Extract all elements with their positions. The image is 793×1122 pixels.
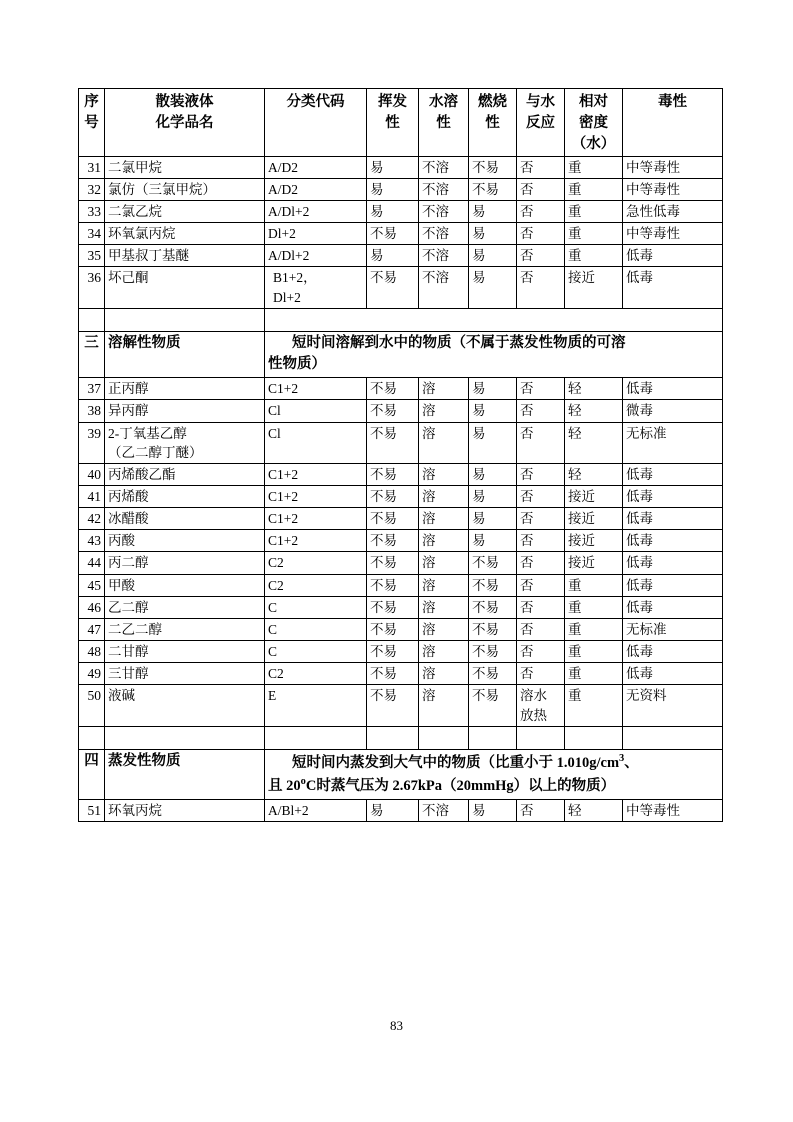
cell-chemical-name: 环氧氯丙烷 [105,223,265,245]
cell-classification-code: A/Dl+2 [265,200,367,222]
cell-classification-code: C1+2 [265,508,367,530]
spacer-cell [105,726,265,749]
table-row [79,245,723,267]
cell-water-reaction: 否 [517,574,565,596]
cell-toxicity: 微毒 [623,400,723,422]
cell-classification-code: C2 [265,574,367,596]
cell-water-solubility: 溶 [419,641,469,663]
cell-serial-number: 47 [79,618,105,640]
cell-volatility: 不易 [367,422,419,463]
cell-serial-number: 38 [79,400,105,422]
section-description-line-1a: 短时间内蒸发到大气中的物质（比重小于 1.010g/cm [292,754,620,771]
bulk-liquid-chemicals-table [78,88,723,822]
cell-toxicity: 低毒 [623,267,723,308]
section-description-line-2b: C时蒸气压为 2.67kPa（20mmHg）以上的物质） [305,778,616,795]
section-description [265,749,723,799]
section-description-line-2: 性物质） [268,356,326,373]
cell-water-reaction: 否 [517,486,565,508]
section-description-line-2 [268,774,719,798]
cell-classification-code: A/Bl+2 [265,799,367,821]
cell-flammability: 易 [469,200,517,222]
cell-relative-density: 轻 [565,400,623,422]
page-number: 83 [390,1018,403,1033]
cell-chemical-name: 丙烯酸 [105,486,265,508]
spacer-cell [79,308,105,331]
table-row [79,508,723,530]
table-row [79,663,723,685]
cell-serial-number: 50 [79,685,105,726]
cell-serial-number: 43 [79,530,105,552]
cell-volatility: 易 [367,245,419,267]
cell-water-solubility: 溶 [419,596,469,618]
section-roman-numeral: 三 [79,331,105,378]
cell-toxicity: 无标准 [623,422,723,463]
section-description-line-2a: 且 20 [268,778,301,795]
cell-chemical-name: 氯仿（三氯甲烷） [105,178,265,200]
cell-toxicity: 急性低毒 [623,200,723,222]
cell-water-reaction: 否 [517,641,565,663]
section-description [265,331,723,378]
cell-water-reaction: 否 [517,618,565,640]
cell-relative-density: 重 [565,685,623,726]
header-line: 性 [485,114,500,131]
cell-toxicity: 低毒 [623,463,723,485]
cell-relative-density: 重 [565,641,623,663]
cell-classification-code: C2 [265,663,367,685]
cell-water-reaction: 否 [517,596,565,618]
cell-flammability: 易 [469,799,517,821]
cell-water-reaction: 否 [517,530,565,552]
cell-chemical-name: 三甘醇 [105,663,265,685]
cell-chemical-name: 丙酸 [105,530,265,552]
header-line: 密度 [579,114,608,131]
cell-chemical-name: 丙二醇 [105,552,265,574]
header-line: 号 [84,114,99,131]
spacer-cell [419,726,469,749]
header-line: 相对 [579,94,608,110]
cell-serial-number: 32 [79,178,105,200]
cell-volatility: 不易 [367,463,419,485]
water-reaction-line-2: 放热 [520,707,547,723]
cell-classification-code: A/Dl+2 [265,245,367,267]
cell-water-reaction: 否 [517,400,565,422]
cell-water-solubility: 溶 [419,486,469,508]
section-label: 蒸发性物质 [105,749,265,799]
cell-relative-density: 轻 [565,422,623,463]
cell-classification-code: E [265,685,367,726]
table-row [79,223,723,245]
cell-flammability: 不易 [469,552,517,574]
table-row [79,486,723,508]
cell-water-solubility: 溶 [419,552,469,574]
table-row [79,400,723,422]
cell-chemical-name: 环氧丙烷 [105,799,265,821]
table-row [79,463,723,485]
table-row [79,156,723,178]
cell-toxicity: 低毒 [623,530,723,552]
section-label: 溶解性物质 [105,331,265,378]
cell-classification-code: C [265,641,367,663]
cell-flammability: 不易 [469,178,517,200]
cell-classification-code: C [265,596,367,618]
column-header-chemical-name [105,89,265,157]
superscript-degree: o [300,776,306,788]
header-line: 与水 [526,94,555,110]
cell-relative-density: 重 [565,178,623,200]
spacer-cell [265,726,367,749]
cell-toxicity: 低毒 [623,378,723,400]
cell-classification-code: Cl [265,422,367,463]
cell-classification-code: C [265,618,367,640]
header-line: 性 [385,114,400,131]
table-row [79,530,723,552]
cell-relative-density: 接近 [565,508,623,530]
cell-classification-code: C1+2 [265,486,367,508]
table-row [79,685,723,726]
cell-toxicity: 低毒 [623,245,723,267]
cell-volatility: 不易 [367,663,419,685]
cell-serial-number: 46 [79,596,105,618]
cell-water-reaction: 否 [517,663,565,685]
cell-toxicity: 低毒 [623,574,723,596]
cell-classification-code: Dl+2 [265,223,367,245]
cell-toxicity: 中等毒性 [623,156,723,178]
cell-water-reaction: 否 [517,223,565,245]
cell-volatility: 不易 [367,685,419,726]
cell-relative-density: 轻 [565,378,623,400]
cell-chemical-name [105,422,265,463]
cell-relative-density: 重 [565,663,623,685]
cell-classification-code: C1+2 [265,378,367,400]
cell-volatility: 易 [367,200,419,222]
cell-flammability: 易 [469,530,517,552]
cell-flammability: 易 [469,422,517,463]
header-line: 序 [84,94,99,110]
cell-water-solubility: 不溶 [419,156,469,178]
cell-water-reaction: 否 [517,245,565,267]
superscript-cubic: 3 [619,752,625,764]
cell-toxicity: 低毒 [623,641,723,663]
cell-flammability: 易 [469,245,517,267]
cell-water-reaction: 否 [517,378,565,400]
cell-volatility: 不易 [367,267,419,308]
spacer-cell-merged [265,308,723,331]
header-line: 挥发 [378,94,407,110]
section-description-line-1b: 、 [624,754,639,771]
cell-relative-density: 重 [565,596,623,618]
section-header-row-soluble [79,331,723,378]
cell-chemical-name: 二乙二醇 [105,618,265,640]
spacer-cell [517,726,565,749]
cell-flammability: 不易 [469,663,517,685]
cell-serial-number: 39 [79,422,105,463]
spacer-cell [565,726,623,749]
header-line: 毒性 [658,94,687,110]
cell-water-reaction: 否 [517,178,565,200]
cell-volatility: 不易 [367,223,419,245]
table-row [79,574,723,596]
table-row [79,641,723,663]
cell-toxicity: 低毒 [623,486,723,508]
cell-water-solubility: 溶 [419,530,469,552]
cell-relative-density: 重 [565,223,623,245]
cell-serial-number: 34 [79,223,105,245]
cell-toxicity: 低毒 [623,552,723,574]
cell-toxicity: 中等毒性 [623,799,723,821]
table-row [79,422,723,463]
cell-relative-density: 重 [565,245,623,267]
cell-water-reaction: 否 [517,552,565,574]
cell-chemical-name: 二甘醇 [105,641,265,663]
cell-serial-number: 36 [79,267,105,308]
cell-water-reaction: 否 [517,156,565,178]
spacer-cell [623,726,723,749]
cell-volatility: 不易 [367,378,419,400]
table-header-row [79,89,723,157]
column-header-water-reaction [517,89,565,157]
cell-relative-density: 接近 [565,267,623,308]
header-line: 燃烧 [478,94,507,110]
spacer-cell [469,726,517,749]
header-line: 水溶 [429,94,458,110]
cell-flammability: 不易 [469,596,517,618]
cell-relative-density: 轻 [565,799,623,821]
cell-water-reaction: 否 [517,422,565,463]
cell-serial-number: 45 [79,574,105,596]
cell-serial-number: 35 [79,245,105,267]
cell-water-solubility: 溶 [419,508,469,530]
spacer-cell [79,726,105,749]
cell-water-solubility: 不溶 [419,223,469,245]
table-row [79,267,723,308]
cell-chemical-name: 正丙醇 [105,378,265,400]
cell-chemical-name: 甲酸 [105,574,265,596]
cell-volatility: 不易 [367,596,419,618]
water-reaction-line-1: 溶水 [520,688,547,704]
cell-relative-density: 重 [565,618,623,640]
cell-classification-code: A/D2 [265,156,367,178]
cell-classification-code: C1+2 [265,463,367,485]
header-line: 性 [436,114,451,131]
cell-water-solubility: 溶 [419,618,469,640]
cell-volatility: 易 [367,799,419,821]
cell-water-reaction [517,685,565,726]
cell-toxicity: 中等毒性 [623,223,723,245]
cell-chemical-name: 冰醋酸 [105,508,265,530]
cell-water-reaction: 否 [517,799,565,821]
cell-chemical-name: 液碱 [105,685,265,726]
cell-serial-number: 41 [79,486,105,508]
table-row [79,178,723,200]
cell-water-reaction: 否 [517,200,565,222]
spacer-cell [105,308,265,331]
table-row [79,378,723,400]
spacer-row [79,308,723,331]
code-line-1: B1+2， [273,270,317,286]
code-line-2: Dl+2 [273,289,301,305]
table-row [79,799,723,821]
cell-water-solubility: 溶 [419,685,469,726]
cell-flammability: 易 [469,223,517,245]
section-description-line-1: 短时间溶解到水中的物质（不属于蒸发性物质的可溶 [292,334,626,351]
cell-classification-code: A/D2 [265,178,367,200]
cell-serial-number: 42 [79,508,105,530]
cell-water-reaction: 否 [517,508,565,530]
table-row [79,596,723,618]
cell-serial-number: 31 [79,156,105,178]
cell-relative-density: 重 [565,156,623,178]
cell-serial-number: 51 [79,799,105,821]
cell-flammability: 易 [469,486,517,508]
section-roman-numeral: 四 [79,749,105,799]
cell-relative-density: 重 [565,574,623,596]
header-line: 反应 [526,114,555,131]
cell-water-solubility: 不溶 [419,267,469,308]
cell-water-solubility: 不溶 [419,799,469,821]
cell-water-solubility: 不溶 [419,245,469,267]
cell-chemical-name: 异丙醇 [105,400,265,422]
spacer-cell [367,726,419,749]
cell-serial-number: 37 [79,378,105,400]
cell-flammability: 易 [469,400,517,422]
header-line: （水） [571,135,616,152]
cell-volatility: 不易 [367,641,419,663]
cell-flammability: 不易 [469,685,517,726]
cell-water-solubility: 溶 [419,463,469,485]
table-row [79,552,723,574]
cell-serial-number: 48 [79,641,105,663]
cell-chemical-name: 丙烯酸乙酯 [105,463,265,485]
cell-toxicity: 无资料 [623,685,723,726]
chemical-name-line-2: （乙二醇丁醚） [108,444,203,460]
cell-relative-density: 接近 [565,552,623,574]
section-header-row-volatile [79,749,723,799]
cell-volatility: 不易 [367,552,419,574]
cell-relative-density: 轻 [565,463,623,485]
cell-toxicity: 无标准 [623,618,723,640]
column-header-flammability [469,89,517,157]
column-header-classification-code [265,89,367,157]
cell-chemical-name: 乙二醇 [105,596,265,618]
cell-chemical-name: 甲基叔丁基醚 [105,245,265,267]
cell-toxicity: 低毒 [623,663,723,685]
cell-flammability: 易 [469,508,517,530]
table-row [79,200,723,222]
cell-chemical-name: 二氯乙烷 [105,200,265,222]
cell-flammability: 易 [469,378,517,400]
cell-flammability: 不易 [469,574,517,596]
cell-flammability: 不易 [469,618,517,640]
cell-classification-code: C2 [265,552,367,574]
cell-volatility: 易 [367,156,419,178]
cell-volatility: 不易 [367,574,419,596]
cell-relative-density: 接近 [565,486,623,508]
cell-flammability: 不易 [469,156,517,178]
cell-volatility: 不易 [367,400,419,422]
cell-water-solubility: 溶 [419,574,469,596]
column-header-toxicity [623,89,723,157]
cell-volatility: 不易 [367,486,419,508]
cell-volatility: 易 [367,178,419,200]
cell-water-solubility: 溶 [419,378,469,400]
cell-classification-code [265,267,367,308]
cell-volatility: 不易 [367,618,419,640]
cell-water-solubility: 不溶 [419,178,469,200]
cell-serial-number: 40 [79,463,105,485]
cell-toxicity: 中等毒性 [623,178,723,200]
cell-relative-density: 重 [565,200,623,222]
chemical-name-line-1: 2-丁氧基乙醇 [108,425,187,441]
cell-volatility: 不易 [367,508,419,530]
cell-water-solubility: 不溶 [419,200,469,222]
cell-chemical-name: 坏己酮 [105,267,265,308]
cell-volatility: 不易 [367,530,419,552]
cell-relative-density: 接近 [565,530,623,552]
cell-chemical-name: 二氯甲烷 [105,156,265,178]
column-header-water-solubility [419,89,469,157]
header-line: 化学品名 [155,114,214,131]
column-header-serial-number [79,89,105,157]
cell-toxicity: 低毒 [623,508,723,530]
cell-classification-code: Cl [265,400,367,422]
cell-serial-number: 33 [79,200,105,222]
column-header-volatility [367,89,419,157]
table-row [79,618,723,640]
cell-water-reaction: 否 [517,267,565,308]
cell-flammability: 易 [469,267,517,308]
cell-serial-number: 49 [79,663,105,685]
cell-flammability: 易 [469,463,517,485]
cell-serial-number: 44 [79,552,105,574]
cell-water-solubility: 溶 [419,422,469,463]
column-header-relative-density [565,89,623,157]
cell-flammability: 不易 [469,641,517,663]
cell-classification-code: C1+2 [265,530,367,552]
header-line: 散装液体 [155,94,214,110]
cell-water-solubility: 溶 [419,663,469,685]
cell-water-solubility: 溶 [419,400,469,422]
cell-toxicity: 低毒 [623,596,723,618]
cell-water-reaction: 否 [517,463,565,485]
spacer-row [79,726,723,749]
header-line: 分类代码 [286,94,345,110]
